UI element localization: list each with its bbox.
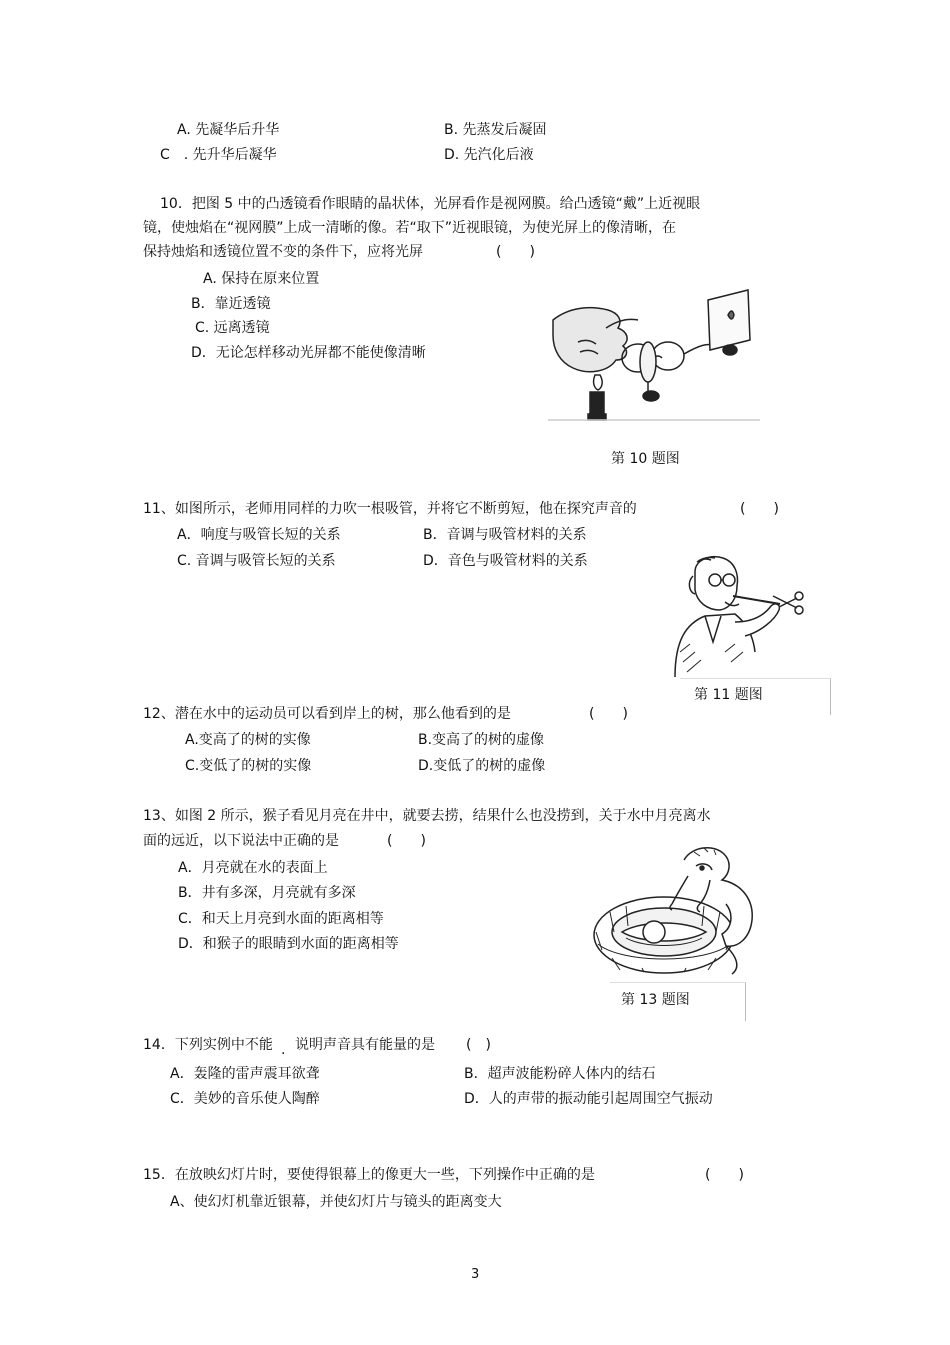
q9-option-c: C . 先升华后凝华 — [160, 147, 277, 163]
q13-option-c: C．和天上月亮到水面的距离相等 — [178, 911, 384, 927]
q13-option-b: B．井有多深，月亮就有多深 — [178, 885, 356, 901]
q15-answer-bracket: ( ) — [705, 1167, 744, 1183]
q14-stem-part2: 说明声音具有能量的是 — [295, 1037, 435, 1053]
q11-option-c: C. 音调与吸管长短的关系 — [177, 553, 336, 569]
q12-stem: 12、潜在水中的运动员可以看到岸上的树，那么他看到的是 — [143, 706, 511, 722]
q10-stem-line3: 保持烛焰和透镜位置不变的条件下，应将光屏 — [143, 244, 423, 260]
q13-figure-monkey-well — [592, 840, 760, 980]
q15-stem: 15．在放映幻灯片时，要使得银幕上的像更大一些，下列操作中正确的是 — [143, 1167, 595, 1183]
q11-answer-bracket: ( ) — [740, 501, 779, 517]
q14-option-a: A．轰隆的雷声震耳欲聋 — [170, 1066, 320, 1082]
q11-option-d: D．音色与吸管材料的关系 — [423, 553, 588, 569]
q12-option-c: C.变低了的树的实像 — [185, 758, 312, 774]
q11-figure-caption: 第 11 题图 — [694, 687, 763, 703]
q10-stem-line1: 10．把图 5 中的凸透镜看作眼睛的晶状体，光屏看作是视网膜。给凸透镜“戴”上近视眼 — [160, 196, 701, 212]
q14-option-b: B．超声波能粉碎人体内的结石 — [464, 1066, 656, 1082]
q11-stem: 11、如图所示，老师用同样的力吹一根吸管，并将它不断剪短，他在探究声音的 — [143, 501, 637, 517]
q14-emphasis-dot: . — [281, 1042, 286, 1058]
q9-option-b: B. 先蒸发后凝固 — [444, 122, 547, 138]
q11-option-a: A．响度与吸管长短的关系 — [177, 527, 341, 543]
q11-option-b: B．音调与吸管材料的关系 — [423, 527, 587, 543]
q10-option-d: D．无论怎样移动光屏都不能使像清晰 — [191, 345, 426, 361]
q14-stem-part1: 14．下列实例中不能 — [143, 1037, 273, 1053]
q12-option-d: D.变低了的树的虚像 — [418, 758, 546, 774]
q13-figure-caption: 第 13 题图 — [621, 992, 690, 1008]
q12-option-b: B.变高了的树的虚像 — [418, 732, 545, 748]
q10-option-c: C. 远离透镜 — [195, 320, 270, 336]
q13-stem-line2: 面的远近，以下说法中正确的是 — [143, 833, 339, 849]
q10-option-a: A. 保持在原来位置 — [203, 271, 320, 287]
q13-stem-line1: 13、如图 2 所示，猴子看见月亮在井中，就要去捞，结果什么也没捞到，关于水中月亮离水 — [143, 808, 711, 824]
q10-figure-lens-experiment — [548, 280, 760, 430]
q10-figure-caption: 第 10 题图 — [611, 451, 680, 467]
q12-answer-bracket: ( ) — [589, 706, 628, 722]
q10-answer-bracket: ( ) — [496, 244, 535, 260]
q14-answer-bracket: ( ) — [466, 1037, 491, 1053]
q10-option-b: B．靠近透镜 — [191, 296, 271, 312]
q12-option-a: A.变高了的树的实像 — [185, 732, 311, 748]
q13-option-d: D．和猴子的眼睛到水面的距离相等 — [178, 936, 399, 952]
q9-option-a: A. 先凝华后升华 — [177, 122, 280, 138]
q13-answer-bracket: ( ) — [387, 833, 426, 849]
q10-stem-line2: 镜，使烛焰在“视网膜”上成一清晰的像。若“取下”近视眼镜，为使光屏上的像清晰，在 — [143, 220, 677, 236]
q14-option-c: C．美妙的音乐使人陶醉 — [170, 1091, 320, 1107]
q15-option-a: A、使幻灯机靠近银幕，并使幻灯片与镜头的距离变大 — [170, 1194, 502, 1210]
q11-figure-teacher-straw — [665, 552, 810, 677]
q9-option-d: D. 先汽化后液 — [444, 147, 534, 163]
page-number: 3 — [471, 1267, 480, 1282]
q14-option-d: D．人的声带的振动能引起周围空气振动 — [464, 1091, 713, 1107]
q13-option-a: A．月亮就在水的表面上 — [178, 860, 328, 876]
